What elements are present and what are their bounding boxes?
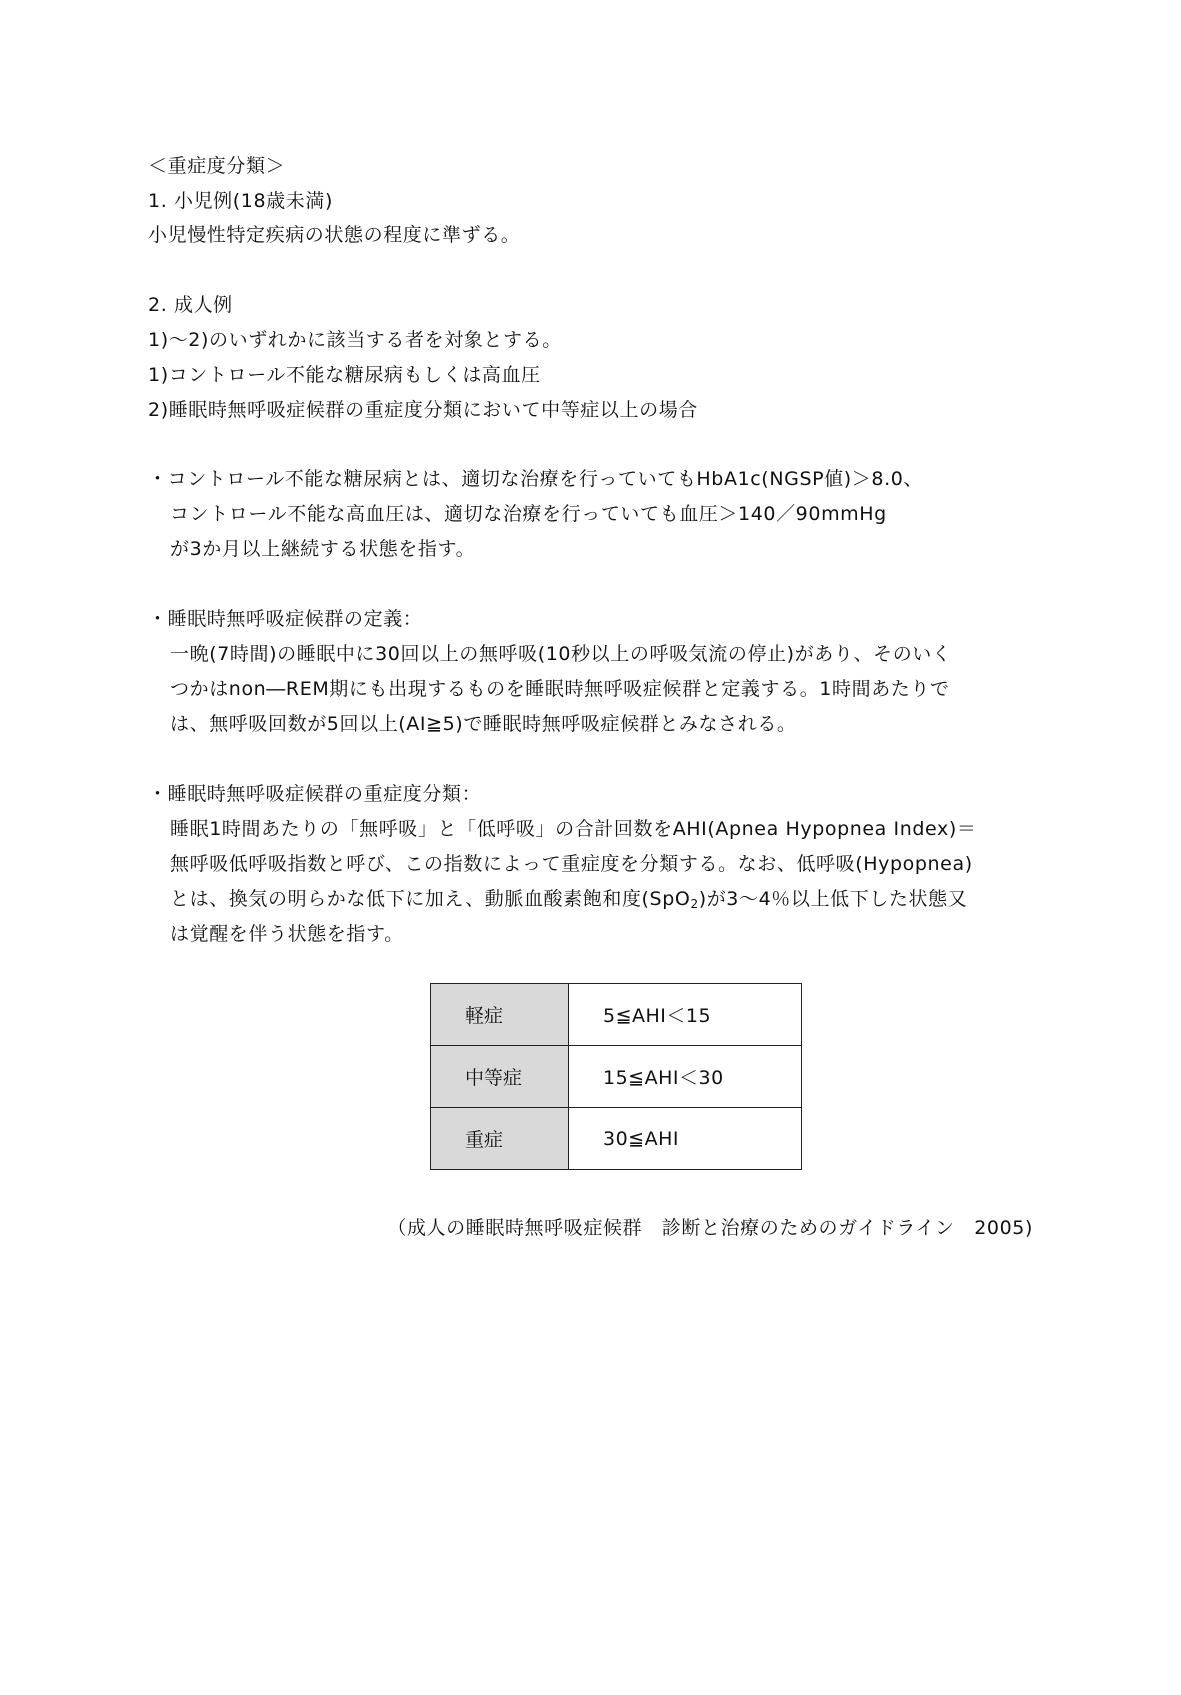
severity-range-moderate: 15≦AHI＜30 xyxy=(569,1046,802,1108)
severity-range-severe: 30≦AHI xyxy=(569,1108,802,1170)
note2-line3: は、無呼吸回数が5回以上(AI≧5)で睡眠時無呼吸症候群とみなされる。 xyxy=(170,713,797,735)
section2-item2: 2)睡眠時無呼吸症候群の重症度分類において中等症以上の場合 xyxy=(148,399,698,421)
note3-line3 xyxy=(170,886,967,917)
note3-line1: 睡眠1時間あたりの「無呼吸」と「低呼吸」の合計回数をAHI(Apnea Hypopnea Index)＝ xyxy=(170,818,977,840)
severity-table xyxy=(430,983,802,1170)
note3-line3-subscript: 2 xyxy=(690,897,699,911)
note2-title: ・睡眠時無呼吸症候群の定義： xyxy=(148,608,423,630)
note3-line3-post: )が3～4％以上低下した状態又 xyxy=(698,888,968,910)
note3-line4: は覚醒を伴う状態を指す。 xyxy=(170,923,404,945)
severity-label-moderate: 中等症 xyxy=(431,1046,569,1108)
section2-item1: 1)コントロール不能な糖尿病もしくは高血圧 xyxy=(148,364,541,386)
note1-line2: コントロール不能な高血圧は、適切な治療を行っていても血圧＞140／90mmHg xyxy=(170,503,887,525)
note2-line1: 一晩(7時間)の睡眠中に30回以上の無呼吸(10秒以上の呼吸気流の停止)があり、そのいく xyxy=(170,643,952,665)
section2-title: 2. 成人例 xyxy=(148,294,233,316)
table-row xyxy=(431,984,802,1046)
citation: （成人の睡眠時無呼吸症候群 診断と治療のためのガイドライン 2005) xyxy=(387,1217,1033,1239)
section2-intro: 1)～2)のいずれかに該当する者を対象とする。 xyxy=(148,329,562,351)
note1-line1: ・コントロール不能な糖尿病とは、適切な治療を行っていてもHbA1c(NGSP値)＞8.0、 xyxy=(148,468,923,490)
severity-range-mild: 5≦AHI＜15 xyxy=(569,984,802,1046)
note1-line3: が3か月以上継続する状態を指す。 xyxy=(170,538,476,560)
table-row xyxy=(431,1046,802,1108)
section1-text: 小児慢性特定疾病の状態の程度に準ずる。 xyxy=(148,224,521,246)
heading: ＜重症度分類＞ xyxy=(148,155,286,177)
note3-line2: 無呼吸低呼吸指数と呼び、この指数によって重症度を分類する。なお、低呼吸(Hypopnea) xyxy=(170,853,973,875)
note2-line2: つかはnon―REM期にも出現するものを睡眠時無呼吸症候群と定義する。1時間あたりで xyxy=(170,678,950,700)
note3-line3-pre: とは、換気の明らかな低下に加え、動脈血酸素飽和度(SpO xyxy=(170,888,691,910)
section1-title: 1. 小児例(18歳未満) xyxy=(148,190,333,212)
table-row xyxy=(431,1108,802,1170)
severity-label-severe: 重症 xyxy=(431,1108,569,1170)
severity-label-mild: 軽症 xyxy=(431,984,569,1046)
note3-title: ・睡眠時無呼吸症候群の重症度分類： xyxy=(148,783,482,805)
